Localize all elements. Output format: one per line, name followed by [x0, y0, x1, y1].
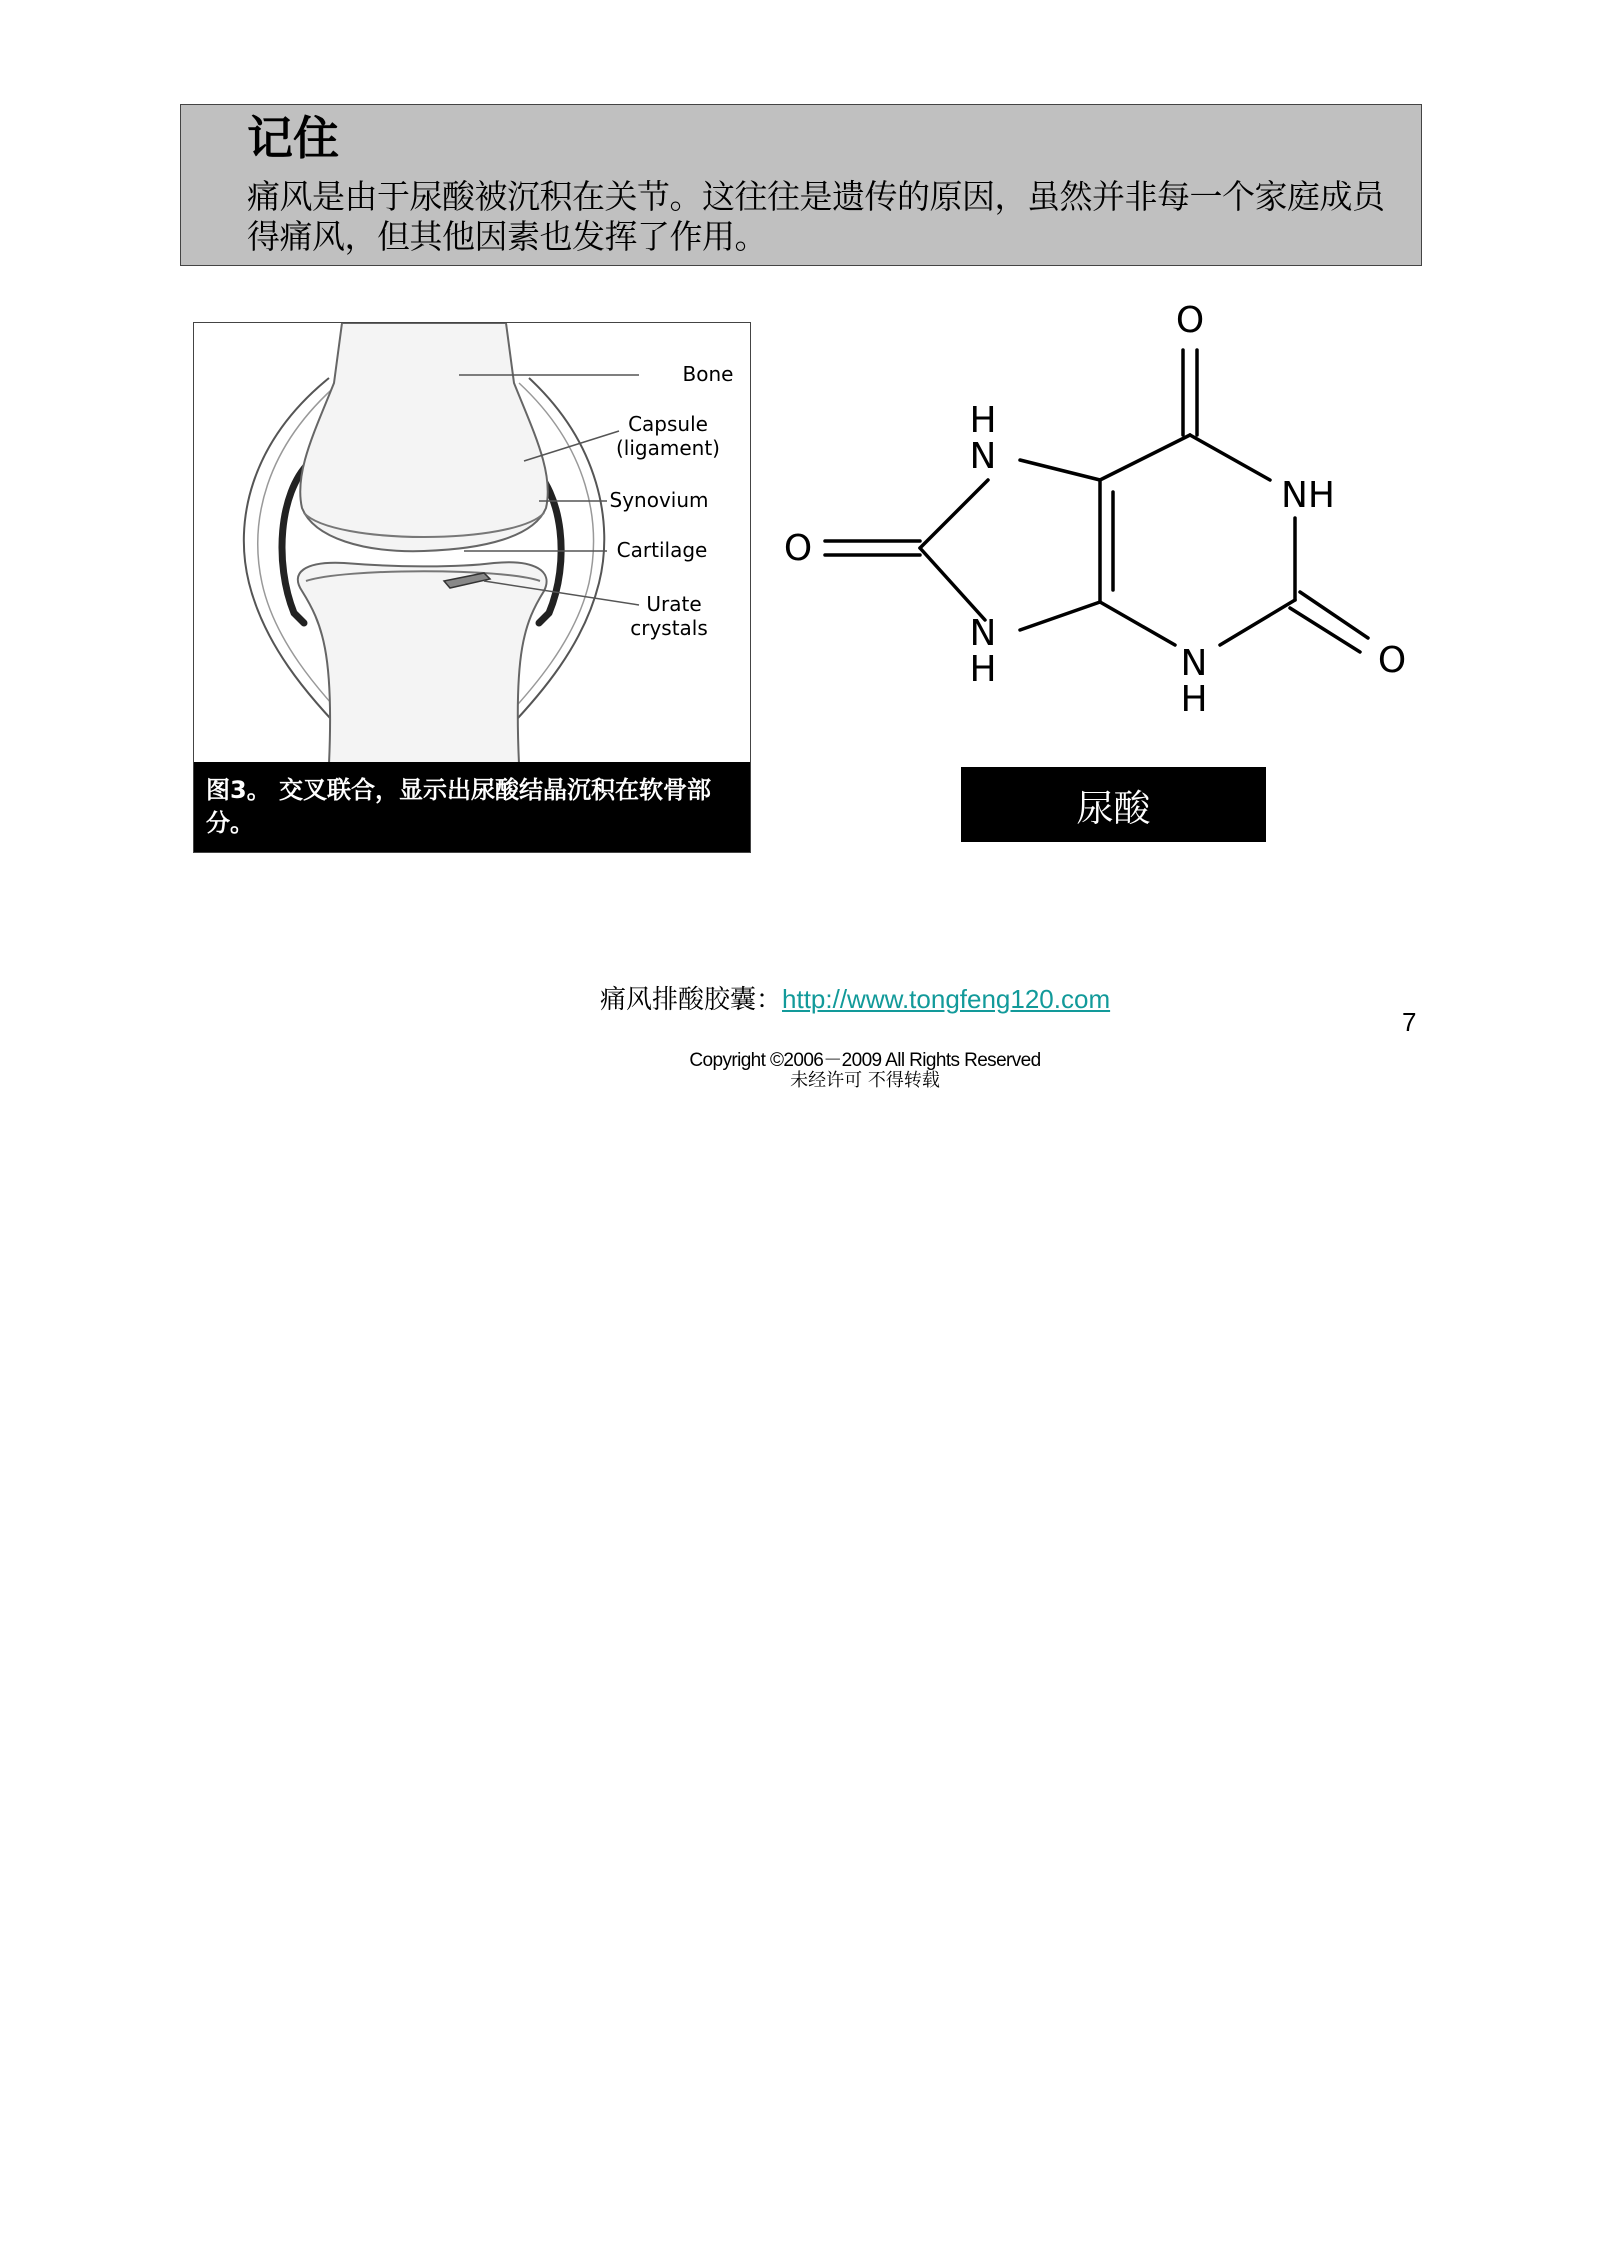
- footer-link-line: [600, 979, 1110, 1016]
- joint-illustration: [194, 323, 751, 764]
- website-link[interactable]: http://www.tongfeng120.com: [782, 984, 1111, 1014]
- bond-c5-c6: [1100, 435, 1190, 480]
- atom-n9: N: [969, 613, 997, 654]
- atom-h3: H: [1180, 679, 1208, 720]
- reprint-notice: 未经许可 不得转载: [790, 1070, 940, 1091]
- atom-o-right: O: [1377, 640, 1407, 681]
- bond-c5-n7: [1020, 460, 1100, 480]
- copyright-line: Copyright ©2006－2009 All Rights Reserved: [689, 1050, 1041, 1071]
- label-cartilage: Cartilage: [616, 538, 708, 562]
- bond-c2-o-a: [1290, 608, 1360, 652]
- upper-bone: [300, 323, 548, 551]
- atom-h7: H: [969, 400, 997, 441]
- label-capsule: Capsule: [628, 412, 708, 436]
- note-body: 痛风是由于尿酸被沉积在关节。这往往是遗传的原因，虽然并非每一个家庭成员得痛风，但其他因素也发挥了作用。: [247, 177, 1385, 256]
- label-capsule-sub: (ligament): [616, 436, 720, 460]
- molecule-label: 尿酸: [961, 767, 1266, 842]
- footer-prefix: 痛风排酸胶囊：: [600, 985, 783, 1015]
- label-synovium: Synovium: [609, 488, 709, 512]
- bond-c8-n9: [920, 548, 985, 620]
- atom-n7: N: [969, 436, 997, 477]
- atom-o-top: O: [1175, 300, 1205, 341]
- atom-nh-right: NH: [1281, 475, 1335, 516]
- uric-acid-structure: [770, 290, 1420, 730]
- page-number: 7: [1402, 1007, 1417, 1037]
- atom-o-left: O: [783, 528, 813, 569]
- joint-figure: [193, 322, 751, 853]
- bond-c6-n1: [1190, 435, 1270, 480]
- bond-c2-o-b: [1300, 592, 1368, 638]
- bond-n7-c8: [920, 480, 988, 548]
- bond-n3-c4: [1100, 602, 1175, 645]
- note-title: 记住: [247, 111, 339, 165]
- label-urate: Urate: [646, 592, 702, 616]
- figure-caption: 图3。 交叉联合，显示出尿酸结晶沉积在软骨部分。: [194, 762, 750, 852]
- lower-bone: [298, 562, 547, 764]
- bond-n9-c4: [1020, 602, 1100, 630]
- note-box: [180, 104, 1422, 266]
- bond-c2-n3: [1220, 600, 1295, 645]
- atom-n3: N: [1180, 643, 1208, 684]
- uric-acid-svg: [770, 290, 1420, 730]
- atom-h9: H: [969, 649, 997, 690]
- label-urate-sub: crystals: [630, 616, 708, 640]
- label-bone: Bone: [682, 362, 734, 386]
